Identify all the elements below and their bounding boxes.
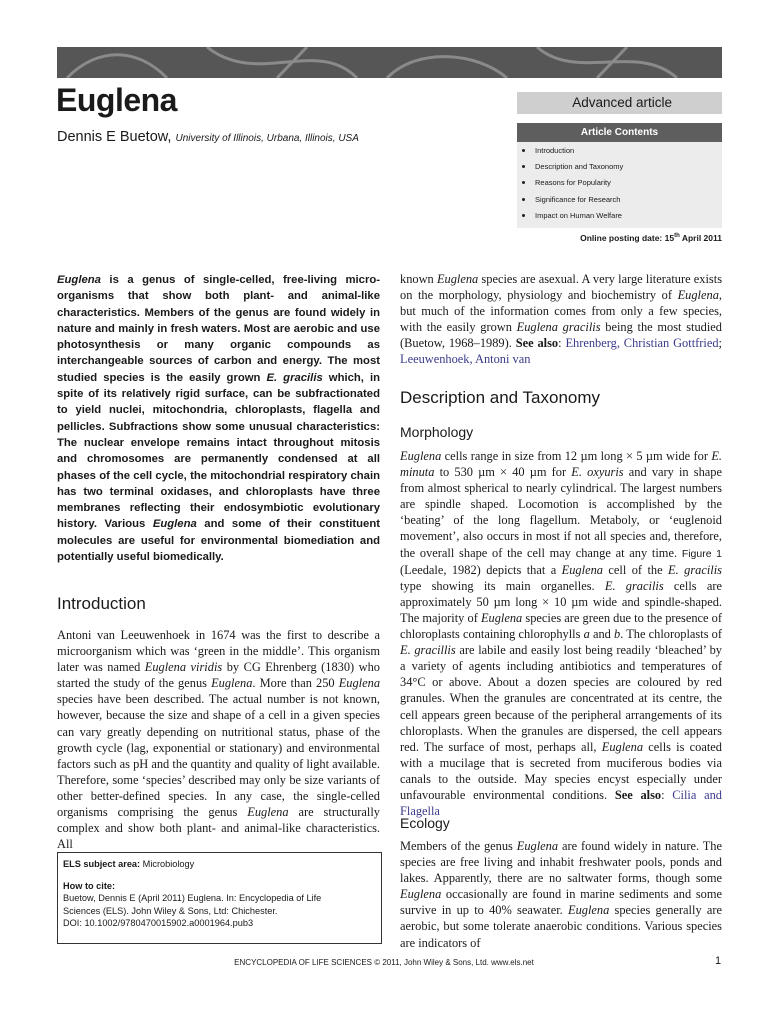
text-run: , but much of the information comes from only a few species, with the easily grown: [400, 288, 722, 335]
contents-item-introduction[interactable]: Introduction: [517, 146, 722, 162]
text-run: . The chloroplasts of: [620, 627, 722, 642]
text-run: Euglena: [57, 274, 101, 286]
text-run: and: [589, 627, 614, 642]
introduction-heading: Introduction: [57, 594, 146, 613]
text-run: is a genus of single-celled, free-living micro-organisms that show both plant- and animal-like characteristics. Members of the genus are found widely in nature and mainly in fresh waters. Most are aerobic and use photosynthesis or many organic compounds as interchangeable sources of carbon and energy. The most studied species is the easily grown: [57, 274, 380, 384]
text-run: See also: [614, 787, 662, 802]
header-banner: [57, 47, 722, 78]
text-run: Euglena: [436, 272, 479, 286]
citation-line-1: Buetow, Dennis E (April 2011) Euglena. In: Encyclopedia of Life: [63, 893, 322, 903]
text-run: Euglena: [400, 887, 442, 902]
text-run: cells range in size from 12 µm long × 5 µm wide for: [441, 449, 712, 463]
text-run: Euglena viridis: [144, 660, 223, 675]
text-run: type showing its main organelles.: [400, 578, 605, 593]
cross-reference-link[interactable]: Leeuwenhoek, Antoni van: [400, 352, 531, 367]
text-run: E. gracillis: [400, 643, 456, 658]
contents-item-popularity[interactable]: Reasons for Popularity: [517, 178, 722, 194]
text-run: a: [583, 627, 590, 642]
text-run: . More than 250: [252, 676, 339, 691]
subject-label: ELS subject area:: [63, 859, 141, 869]
ecology-heading: Ecology: [400, 815, 450, 831]
text-run: being the most studied (Buetow, 1968–1989).: [400, 320, 722, 351]
article-type-badge: [517, 92, 722, 114]
text-run: b: [614, 627, 621, 642]
text-run: ;: [718, 336, 722, 351]
text-run: Euglena: [152, 518, 197, 531]
cite-label: How to cite:: [63, 880, 116, 891]
text-run: E. gracilis: [668, 562, 722, 577]
article-contents-title: Article Contents: [517, 123, 722, 142]
text-run: which, in spite of its relatively rigid surface, can be subfractionated to yield nuclei, mitochondria, chloroplasts, flagella and pellicles. Subfractions show some unusual characteristics: The nuclear envelope remains intact throughout mitosis and chromosomes are permanently condensed at all phases of the cell cycle, the mitochondrial respiratory chain has two terminal oxidases, and chloroplasts have three membranes reflecting their endosymbiotic evolutionary history. Various: [57, 371, 380, 531]
text-run: occasionally are found in marine sediments and some survive in up to 40% seawater.: [400, 887, 722, 918]
text-run: See also: [515, 336, 559, 351]
text-run: are labile and easily lost being readily ‘bleached’ by a variety of agents including antibiotics and temperatures of 34°C or above. About a dozen species are coloured by red granules. When the granules are concentrated at its centre, the cell appears green because of the peripheral arrangements of its chloroplasts. When the granules are dispersed, the cell appears red. The surface of most, perhaps all,: [400, 643, 722, 754]
text-run: species are asexual. A very large literature exists on the morphology, physiology and biochemistry of: [400, 272, 723, 303]
figure-reference-link[interactable]: Figure 1: [681, 547, 722, 560]
morphology-heading: Morphology: [400, 424, 474, 440]
subject-value: Microbiology: [142, 859, 195, 869]
citation-doi[interactable]: DOI: 10.1002/9780470015902.a0001964.pub3: [63, 918, 254, 928]
cross-reference-link[interactable]: Ehrenberg, Christian Gottfried: [565, 336, 719, 351]
text-run: Euglena gracilis: [516, 320, 601, 335]
article-type-label: Advanced article: [572, 95, 672, 110]
posting-day: 15: [664, 233, 675, 243]
swirl-decoration-icon: [57, 47, 722, 78]
author-line: [57, 129, 359, 145]
description-heading: Description and Taxonomy: [400, 388, 601, 407]
text-run: Euglena: [516, 839, 559, 853]
contents-item-research[interactable]: Significance for Research: [517, 195, 722, 211]
text-run: Euglena: [601, 739, 644, 754]
author-name: Dennis E Buetow,: [57, 129, 172, 145]
text-run: and some of their constituent molecules are useful for environmental biomediation and potentially useful biomedically.: [57, 518, 380, 564]
article-contents-box: [517, 123, 722, 228]
posting-date: [580, 233, 722, 243]
page-footer: ENCYCLOPEDIA OF LIFE SCIENCES © 2011, John Wiley & Sons, Ltd. www.els.net: [234, 958, 534, 967]
text-run: :: [661, 787, 673, 802]
posting-month-year: April 2011: [681, 233, 722, 243]
text-run: cells is coated with a mucilage that is secreted from muciferous bodies via canals to the outside. May species encyst especially under unfavourable environmental conditions.: [400, 739, 722, 802]
ecology-paragraph: [400, 838, 722, 951]
text-run: species generally are aerobic, but some tolerate anaerobic conditions. Various species are indicators of: [400, 903, 722, 950]
text-run: E. oxyuris: [571, 465, 624, 480]
abstract: [57, 272, 380, 565]
page-number: 1: [715, 955, 722, 967]
text-run: E. minuta: [400, 449, 722, 480]
text-run: species have been described. The actual number is not known, however, because the size and shape of a cell in a given species can vary greatly depending on nutritional status, phase of the growth cycle (lag, exponential or stationary) and environmental factors such as pH and the quantity and quality of light available. Therefore, some ‘species’ described may only be size variants of other better-defined species. In any case, the single-celled organisms comprising the genus: [57, 692, 380, 820]
text-run: (Leedale, 1982) depicts that a: [400, 562, 562, 577]
posting-day-suffix: th: [674, 233, 680, 240]
text-run: and vary in shape from almost spherical to nearly cylindrical. The largest numbers are spindle shaped. Locomotion is accomplished by the ‘beating’ of the long flagellum. Metaboly, or ‘euglenoid movement’, also occurs in most if not all species and, therefore, the overall shape of the cell may change at any time.: [400, 465, 722, 560]
text-run: Euglena: [480, 610, 523, 625]
text-run: cells are approximately 50 µm long × 10 µm wide and spindle-shaped. The majority of: [400, 578, 722, 625]
text-run: E. gracilis: [604, 578, 664, 593]
text-run: Euglena: [561, 562, 603, 577]
els-info-box: [57, 852, 382, 944]
contents-item-welfare[interactable]: Impact on Human Welfare: [517, 211, 722, 227]
text-run: are found widely in nature. The species are free living and inhabit freshwater pools, ponds and lakes. Apparently, there are no saltwater forms, though some: [400, 839, 722, 886]
contents-item-description[interactable]: Description and Taxonomy: [517, 162, 722, 178]
text-run: Antoni van Leeuwenhoek in 1674 was the first to describe a microorganism which was ‘green in the middle’. This organism later was named: [57, 628, 380, 675]
cross-reference-link[interactable]: Cilia and Flagella: [400, 787, 722, 819]
text-run: by CG Ehrenberg (1830) who started the study of the genus: [57, 660, 380, 691]
text-run: Euglena: [338, 676, 381, 691]
text-run: species are green due to the presence of chloroplasts containing chlorophylls: [400, 610, 722, 642]
introduction-paragraph-continued: [400, 271, 722, 368]
text-run: Euglena: [400, 449, 442, 463]
text-run: to 530 µm × 40 µm for: [434, 465, 572, 480]
morphology-paragraph: [400, 448, 722, 819]
posting-label: Online posting date:: [580, 233, 663, 243]
citation-line-2: Sciences (ELS). John Wiley & Sons, Ltd: Chichester.: [63, 905, 278, 916]
text-run: Members of the genus: [400, 839, 517, 853]
text-run: Euglena: [247, 805, 289, 820]
text-run: Euglena: [568, 903, 610, 918]
introduction-paragraph: [57, 627, 380, 852]
text-run: Euglena: [677, 288, 719, 303]
text-run: known: [400, 272, 437, 286]
text-run: :: [558, 336, 566, 351]
author-affiliation: University of Illinois, Urbana, Illinois, USA: [175, 133, 359, 144]
text-run: cell of the: [602, 562, 669, 577]
text-run: E. gracilis: [266, 371, 323, 384]
article-title: Euglena: [56, 82, 177, 118]
text-run: Euglena: [211, 676, 253, 691]
text-run: are structurally complex and show both plant- and animal-like characteristics. All: [57, 805, 380, 852]
